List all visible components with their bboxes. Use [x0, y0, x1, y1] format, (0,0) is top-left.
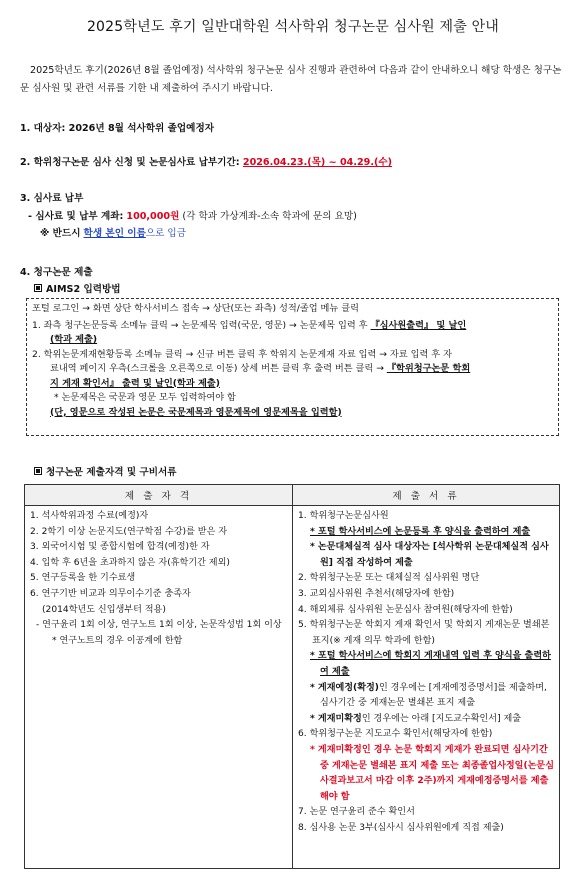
step-2-emphasis: 『학위청구논문 학회: [386, 363, 471, 374]
document-item: 8. 심사용 논문 3부(심사시 심사위원에게 직접 제출): [298, 822, 504, 833]
qualification-item: 5. 연구등록을 한 기수료생: [30, 573, 136, 584]
aims-instructions-box: [26, 298, 559, 436]
note-text: 인 경우에는 아래 [지도교수확인서] 제출: [361, 713, 522, 724]
step-2-text: 료내역 페이지 우측(스크롤을 오른쪽으로 이동) 상세 버튼 클릭 후 출력 버튼 클릭 →: [50, 363, 384, 374]
fee-label: - 심사료 및 납부 계좌:: [28, 211, 124, 222]
section-2-label: 2. 학위청구논문 심사 신청 및 논문심사료 납부기간:: [20, 157, 240, 168]
document-item: 7. 논문 연구윤리 준수 확인서: [298, 807, 415, 818]
requirements-label: 청구논문 제출자격 및 구비서류: [46, 467, 177, 478]
square-bullet-icon: [34, 284, 42, 292]
deposit-suffix: 으로 입금: [145, 228, 186, 239]
col-header-qualifications: 제 출 자 격: [25, 485, 293, 506]
fee-line: [28, 208, 357, 222]
square-bullet-icon: [34, 467, 42, 475]
qualification-item: 6. 연구기반 비교과 의무이수기준 충족자: [30, 588, 191, 599]
qualification-item: 1. 석사학위과정 수료(예정)자: [30, 511, 149, 521]
note-text: 인 경우에는 [게재예정증명서]를 제출하며, 심사기간 중 게재논문 별쇄본 표지 제출: [320, 682, 547, 709]
document-note: * 포털 학사서비스에 논문등록 후 양식을 출력하여 제출: [310, 526, 531, 537]
box-line-portal: 포털 로그인 → 화면 상단 학사서비스 접속 → 상단(또는 좌측) 성적/졸업 메뉴 클릭: [32, 303, 359, 314]
note-emphasis: * 게재미확정: [310, 713, 362, 724]
deposit-name: 학생 본인 이름: [83, 228, 146, 239]
section-4-heading: 4. 청구논문 제출: [20, 267, 93, 278]
document-item: 6. 학위청구논문 지도교수 확인서(해당자에 한함): [298, 729, 493, 740]
col-header-documents: 제 출 서 류: [293, 485, 560, 506]
document-note: * 논문대체실적 심사 대상자는 [석사학위 논문대체실적 심사원] 직접 작성하여 제출: [310, 542, 549, 568]
document-item: 5. 학위청구논문 학회지 게재 확인서 및 학회지 게재논문 별쇄본 표지(※ 게재 의무 학과에 한함): [298, 620, 550, 646]
deposit-line: [40, 225, 186, 239]
documents-cell: [293, 506, 560, 869]
note-emphasis: * 게재예정(확정): [310, 682, 379, 693]
document-note: [298, 712, 554, 728]
step-2-line-2: [32, 362, 553, 377]
fee-note: (각 학과 가상계좌-소속 학과에 문의 요망): [182, 211, 357, 222]
requirements-heading: [34, 464, 177, 478]
fee-amount: 100,000원: [126, 211, 180, 222]
qualification-item: - 연구윤리 1회 이상, 연구노트 1회 이상, 논문작성법 1회 이상: [36, 620, 282, 631]
box-note-1: * 논문제목은 국문과 영문 모두 입력하여야 함: [54, 392, 236, 403]
section-1-heading: 1. 대상자: 2026년 8월 석사학위 졸업예정자: [20, 123, 214, 134]
qualification-item: * 연구노트의 경우 이공계에 한함: [52, 635, 183, 646]
document-note: * 포털 학사서비스에 학회지 게재내역 입력 후 양식을 출력하여 제출: [310, 651, 551, 677]
document-note-warning: * 게재미확정인 경우 논문 학회지 게재가 완료되면 심사기간 중 게재논문 별쇄본 표지 제출 또는 최종졸업사정일(논문심사결과보고서 마감 이후 2주)까지 게재예정증명서를 제출해야 함: [310, 744, 554, 802]
step-1-text: 1. 좌측 청구논문등록 소메뉴 클릭 → 논문제목 입력(국문, 영문) → 논문제목 입력 후: [32, 319, 368, 331]
document-note: [298, 681, 554, 712]
box-step-2: 2. 학위논문게재현황등록 소메뉴 클릭 → 신규 버튼 클릭 후 학위지 논문게재 자료 입력 → 자료 입력 후 자: [32, 348, 452, 360]
aims-label: AIMS2 입력방법: [46, 284, 121, 295]
qualification-item: 2. 2학기 이상 논문지도(연구학점 수강)를 받은 자: [30, 526, 228, 537]
box-note-2: (단, 영문으로 작성된 논문은 국문제목과 영문제목에 영문제목을 입력함): [50, 406, 342, 418]
qualification-item: 3. 외국어시험 및 종합시험에 합격(예정)한 자: [30, 542, 210, 553]
deposit-prefix: ※ 반드시: [40, 228, 81, 239]
section-2-heading: [20, 154, 392, 168]
document-item: 2. 학위청구논문 또는 대체실적 심사위원 명단: [298, 573, 480, 584]
document-item: 1. 학위청구논문심사원: [298, 511, 389, 521]
requirements-table: [24, 484, 560, 869]
qualification-item: (2014학년도 신입생부터 적용): [42, 604, 166, 615]
qualification-item: 4. 입학 후 6년을 초과하지 않은 자(휴학기간 제외): [30, 557, 230, 568]
page-title: 2025학년도 후기 일반대학원 석사학위 청구논문 심사원 제출 안내: [86, 19, 500, 35]
intro-paragraph: 2025학년도 후기(2026년 8월 졸업예정) 석사학위 청구논문 심사 진행과 관련하여 다음과 같이 안내하오니 해당 학생은 청구논문 심사원 및 관련 서류를 기한 내 제출하여 주시기 바랍니다.: [20, 65, 562, 94]
section-3-heading: 3. 심사료 납부: [20, 193, 84, 204]
qualifications-cell: [25, 506, 293, 869]
document-item: 4. 해외체류 심사위원 논문심사 참여원(해당자에 한함): [298, 604, 513, 615]
submission-period: 2026.04.23.(목) ~ 04.29.(수): [242, 157, 393, 168]
step-1-emphasis: 『심사원출력』 및 날인: [370, 319, 467, 331]
step-2-line-3: 지 게재 확인서』 출력 및 날인(학과 제출): [50, 377, 220, 389]
aims-heading: [34, 281, 121, 295]
document-item: 3. 교외심사위원 추천서(해당자에 한함): [298, 588, 455, 599]
box-step-1: [32, 319, 553, 334]
step-1-line-2: (학과 제출): [50, 334, 98, 345]
